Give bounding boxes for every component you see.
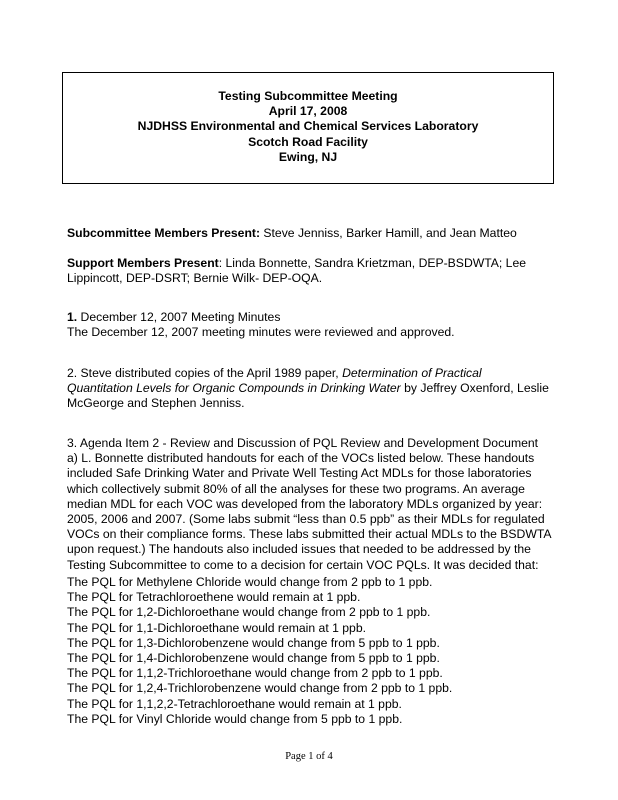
header-date: April 17, 2008 bbox=[268, 104, 348, 119]
item1-body: The December 12, 2007 meeting minutes were reviewed and approved. bbox=[67, 325, 455, 340]
item3-line: upon request.) The handouts also included issues that needed to be addressed by the bbox=[67, 542, 531, 557]
pql-decision-list bbox=[67, 575, 557, 727]
members-label: Subcommittee Members Present: bbox=[67, 226, 261, 240]
pql-item: The PQL for 1,3-Dichlorobenzene would change from 5 ppb to 1 ppb. bbox=[67, 635, 440, 650]
members-present bbox=[67, 226, 557, 241]
pql-item: The PQL for 1,2,4-Trichlorobenzene would change from 2 ppb to 1 ppb. bbox=[67, 681, 453, 696]
item2-lead: 2. Steve distributed copies of the April 1989 paper, bbox=[67, 366, 343, 380]
agenda-item-3 bbox=[67, 436, 557, 573]
support-names-line-2: Lippincott, DEP-DSRT; Bernie Wilk- DEP-OQA. bbox=[67, 271, 323, 286]
pql-item: The PQL for 1,1-Dichloroethane would remain at 1 ppb. bbox=[67, 620, 366, 635]
header-location: Ewing, NJ bbox=[278, 149, 338, 164]
pql-item: The PQL for 1,4-Dichlorobenzene would change from 5 ppb to 1 ppb. bbox=[67, 651, 440, 666]
item3-line: median MDL for each VOC was developed from the laboratory MDLs organized by year: bbox=[67, 496, 543, 511]
meeting-header-box bbox=[62, 72, 554, 184]
pql-item: The PQL for Methylene Chloride would change from 2 ppb to 1 ppb. bbox=[67, 575, 433, 589]
item2-authors-2: McGeorge and Stephen Jenniss. bbox=[67, 396, 245, 411]
pql-item: The PQL for 1,1,2,2-Tetrachloroethane would remain at 1 ppb. bbox=[67, 696, 402, 711]
item1-title: December 12, 2007 Meeting Minutes bbox=[77, 310, 281, 324]
members-names: Steve Jenniss, Barker Hamill, and Jean Matteo bbox=[260, 226, 517, 240]
header-title: Testing Subcommittee Meeting bbox=[218, 89, 398, 103]
header-organization: NJDHSS Environmental and Chemical Services Laboratory bbox=[137, 119, 479, 134]
item3-line: which collectively submit 80% of all the analyses for these two programs. An average bbox=[67, 481, 525, 496]
pql-item: The PQL for Vinyl Chloride would change from 5 ppb to 1 ppb. bbox=[67, 711, 403, 726]
page-number: Page 1 of 4 bbox=[285, 751, 333, 762]
support-names-line-1: : Linda Bonnette, Sandra Krietzman, DEP-BSDWTA; Lee bbox=[218, 256, 527, 270]
support-label: Support Members Present bbox=[67, 256, 219, 270]
support-members-present bbox=[67, 256, 557, 286]
item2-paper-title-1: Determination of Practical bbox=[342, 366, 482, 380]
meeting-header bbox=[63, 89, 553, 165]
agenda-item-2 bbox=[67, 366, 557, 412]
item3-line: Testing Subcommittee to come to a decision for certain VOC PQLs. It was decided that: bbox=[67, 557, 539, 572]
item1-number: 1. bbox=[67, 310, 78, 324]
item2-authors-1: by Jeffrey Oxenford, Leslie bbox=[400, 381, 549, 396]
item3-line: included Safe Drinking Water and Private Well Testing Act MDLs for those laboratories bbox=[67, 466, 532, 481]
item3-line: 2005, 2006 and 2007. (Some labs submit “less than 0.5 ppb” as their MDLs for regulated bbox=[67, 512, 545, 527]
agenda-item-1 bbox=[67, 310, 557, 340]
pql-item: The PQL for 1,1,2-Trichloroethane would change from 2 ppb to 1 ppb. bbox=[67, 666, 443, 681]
item3-line: a) L. Bonnette distributed handouts for each of the VOCs listed below. These handouts bbox=[67, 451, 535, 466]
pql-item: The PQL for 1,2-Dichloroethane would change from 2 ppb to 1 ppb. bbox=[67, 605, 431, 620]
header-facility: Scotch Road Facility bbox=[248, 134, 368, 149]
item3-line: 3. Agenda Item 2 - Review and Discussion of PQL Review and Development Document bbox=[67, 436, 539, 450]
pql-item: The PQL for Tetrachloroethene would remain at 1 ppb. bbox=[67, 590, 361, 605]
item2-paper-title-2: Quantitation Levels for Organic Compounds in Drinking Water bbox=[67, 381, 401, 396]
item3-line: VOCs on their compliance forms. These labs submitted their actual MDLs to the BSDWTA bbox=[67, 527, 552, 542]
